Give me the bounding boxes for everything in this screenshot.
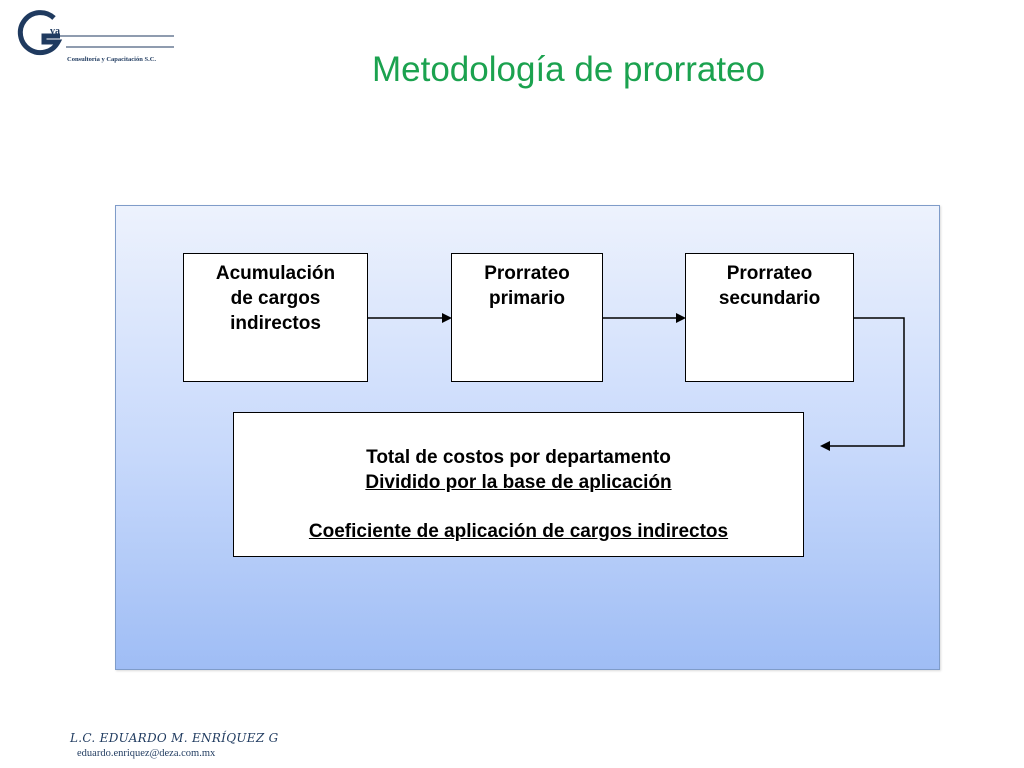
logo-subtitle: Consultoría y Capacitación S.C.: [67, 56, 157, 63]
box-primario-line: primario: [488, 288, 566, 309]
box-acumulacion-line: indirectos: [230, 313, 321, 334]
formula-result: Coeficiente de aplicación de cargos indirectos: [308, 521, 729, 542]
box-secundario-line: Prorrateo: [726, 263, 813, 284]
formula-denominator: Dividido por la base de aplicación: [365, 472, 672, 493]
box-acumulacion-line: de cargos: [230, 288, 321, 309]
box-acumulacion-line: Acumulación: [215, 263, 336, 284]
box-secundario-line: secundario: [718, 288, 821, 309]
author-name: L.C. EDUARDO M. ENRÍQUEZ G: [70, 731, 279, 745]
box-primario-line: Prorrateo: [484, 263, 570, 284]
box-prorrateo-primario: [451, 253, 603, 382]
slide-title: Metodología de prorrateo: [372, 50, 766, 89]
formula-numerator: Total de costos por departamento: [366, 447, 671, 468]
box-acumulacion-cargos: [183, 253, 368, 382]
logo-va: va: [50, 26, 60, 37]
author-email: eduardo.enriquez@deza.com.mx: [77, 748, 216, 759]
box-prorrateo-secundario: [685, 253, 854, 382]
formula-spacer: [234, 495, 803, 519]
box-coeficiente-formula: [233, 412, 804, 557]
